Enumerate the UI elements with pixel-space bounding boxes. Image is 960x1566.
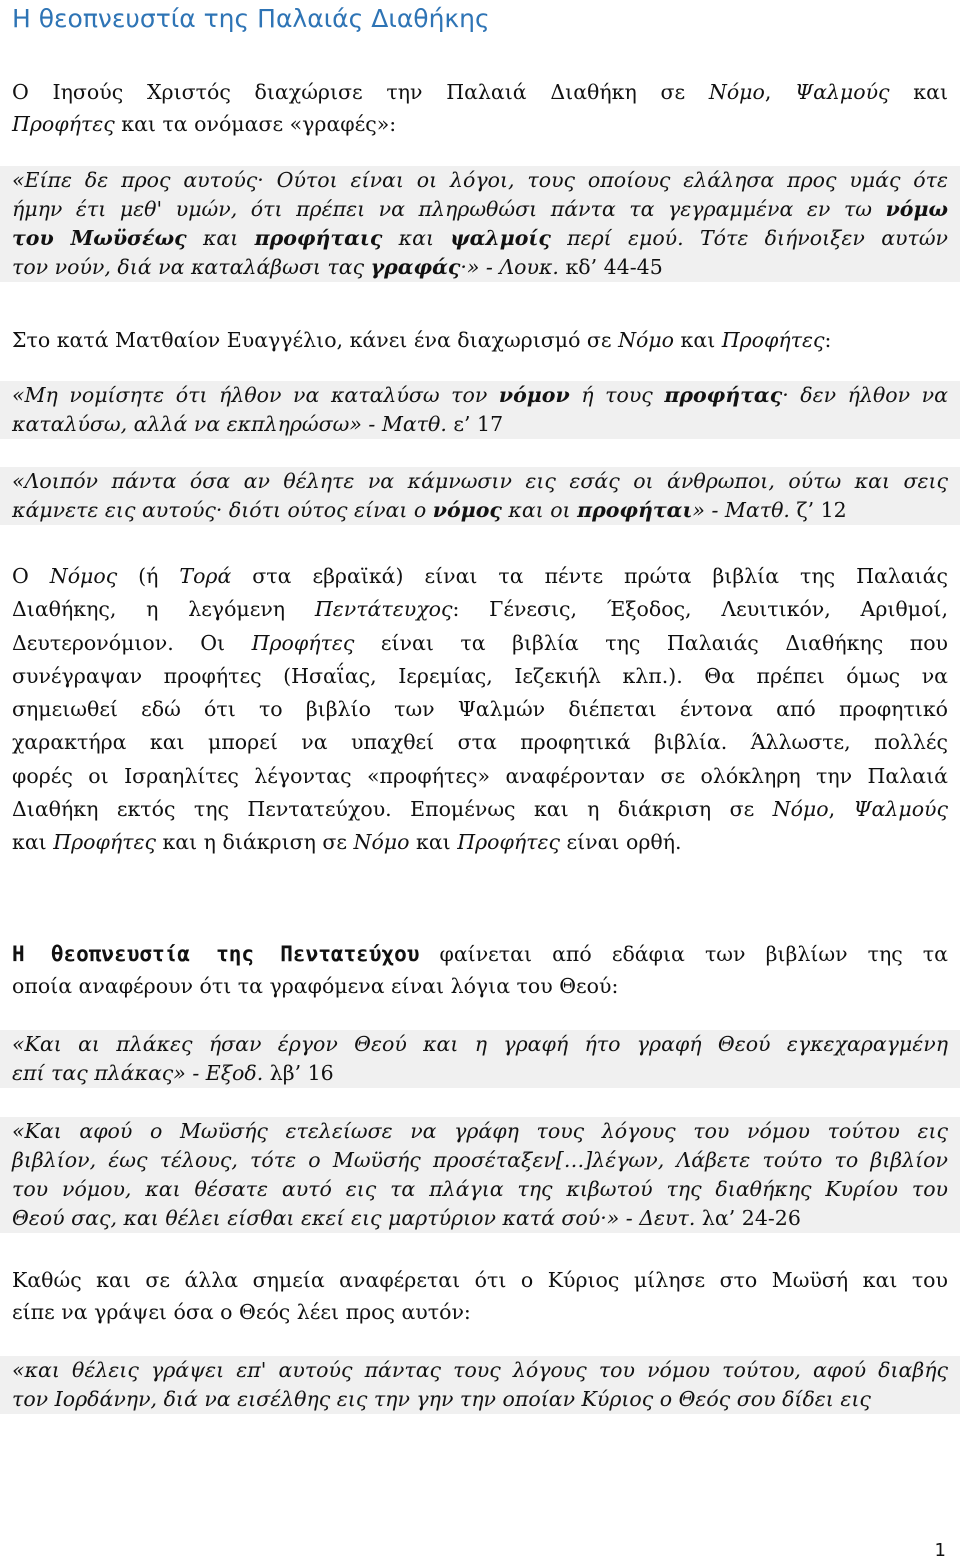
text-line: Στο κατά Ματθαίον Ευαγγέλιο, κάνει ένα διαχωρισμό σε Νόμο και Προφήτες: bbox=[12, 328, 832, 352]
text-line: φορές οι Ισραηλίτες λέγοντας «προφήτες» αναφέρονταν σε ολόκληρη την Παλαιά bbox=[12, 763, 948, 788]
text-line: του Μωϋσέως και προφήταις και ψαλμοίς περί εμού. Τότε διήνοιξεν αυτών bbox=[12, 226, 949, 250]
text-line: είπε να γράψει όσα ο Θεός λέει προς αυτόν: bbox=[12, 1300, 471, 1324]
text-line: «και θέλεις γράψει επ' αυτούς πάντας τους λόγους του νόμου τούτου, αφού διαβής bbox=[12, 1358, 948, 1382]
text-line: «Είπε δε προς αυτούς· Ούτοι είναι οι λόγοι, τους οποίους ελάλησα προς υμάς ότε bbox=[12, 168, 948, 192]
text-line: καταλύσω, αλλά να εκπληρώσω» - Ματθ. ε’ 17 bbox=[12, 412, 504, 436]
text-line: Διαθήκης, η λεγόμενη Πεντάτευχος: Γένεσις, Έξοδος, Λευιτικόν, Αριθμοί, bbox=[12, 597, 948, 622]
moses-writing-paragraph bbox=[12, 1264, 948, 1328]
text-line: «Λοιπόν πάντα όσα αν θέλητε να κάμνωσιν εις εσάς οι άνθρωποι, ούτω και σεις bbox=[12, 469, 948, 493]
pentateuch-paragraph bbox=[12, 938, 948, 1002]
scripture-quote-deuteronomy-31 bbox=[0, 1117, 960, 1233]
page-number: 1 bbox=[934, 1540, 946, 1561]
text-line: κάμνετε εις αυτούς· διότι ούτος είναι ο νόμος και οι προφήται» - Ματθ. ζ’ 12 bbox=[12, 498, 847, 522]
text-line: Διαθήκη εκτός της Πεντατεύχου. Επομένως και η διάκριση σε Νόμο, Ψαλμούς bbox=[12, 797, 948, 822]
text-line: ήμην έτι μεθ' υμών, ότι πρέπει να πληρωθώσι πάντα τα γεγραμμένα εν τω νόμω bbox=[12, 197, 948, 221]
text-line: τον νούν, διά να καταλάβωσι τας γραφάς·» - Λουκ. κδ’ 44-45 bbox=[12, 255, 663, 279]
matthew-intro-paragraph bbox=[12, 324, 948, 356]
scripture-quote-matthew-7 bbox=[0, 467, 960, 525]
scripture-quote-matthew-5 bbox=[0, 381, 960, 439]
text-line: Προφήτες και τα ονόμασε «γραφές»: bbox=[12, 112, 397, 136]
text-line: επί τας πλάκας» - Εξοδ. λβ’ 16 bbox=[12, 1061, 334, 1085]
law-prophets-paragraph bbox=[12, 560, 948, 860]
text-line: Καθώς και σε άλλα σημεία αναφέρεται ότι ο Κύριος μίλησε στο Μωϋσή και του bbox=[12, 1268, 948, 1292]
text-line: Θεού σας, και θέλει είσθαι εκεί εις μαρτύριον κατά σού·» - Δευτ. λα’ 24-26 bbox=[12, 1206, 801, 1230]
intro-paragraph bbox=[12, 76, 948, 140]
text-line: «Και αι πλάκες ήσαν έργον Θεού και η γραφή ήτο γραφή Θεού εγκεχαραγμένη bbox=[12, 1032, 948, 1056]
text-line: του νόμου, και θέσατε αυτό εις τα πλάγια της κιβωτού της διαθήκης Κυρίου του bbox=[12, 1177, 948, 1201]
scripture-quote-deuteronomy-27 bbox=[0, 1356, 960, 1414]
text-line: χαρακτήρα και μπορεί να υπαχθεί στα προφητικά βιβλία. Άλλωστε, πολλές bbox=[12, 730, 948, 755]
text-line: οποία αναφέρουν ότι τα γραφόμενα είναι λόγια του Θεού: bbox=[12, 974, 619, 998]
text-line: Η θεοπνευστία της Πεντατεύχου φαίνεται από εδάφια των βιβλίων της τα bbox=[12, 942, 948, 966]
text-line: «Και αφού ο Μωϋσής ετελείωσε να γράφη τους λόγους του νόμου τούτου εις bbox=[12, 1119, 948, 1143]
text-line: βιβλίον, έως τέλους, τότε ο Μωϋσής προσέταξεν[…]λέγων, Λάβετε τούτο το βιβλίον bbox=[12, 1148, 948, 1172]
text-line: Δευτερονόμιον. Οι Προφήτες είναι τα βιβλία της Παλαιάς Διαθήκης που bbox=[12, 630, 948, 655]
scripture-quote-luke bbox=[0, 166, 960, 282]
text-line: «Μη νομίσητε ότι ήλθον να καταλύσω τον νόμον ή τους προφήτας· δεν ήλθον να bbox=[12, 383, 948, 407]
text-line: σημειωθεί εδώ ότι το βιβλίο των Ψαλμών διέπεται έντονα από προφητικό bbox=[12, 697, 948, 722]
page-title: Η θεοπνευστία της Παλαιάς Διαθήκης bbox=[12, 4, 490, 33]
scripture-quote-exodus bbox=[0, 1030, 960, 1088]
text-line: Ο Νόμος (ή Τορά στα εβραϊκά) είναι τα πέντε πρώτα βιβλία της Παλαιάς bbox=[12, 564, 949, 588]
text-line: και Προφήτες και η διάκριση σε Νόμο και Προφήτες είναι ορθή. bbox=[12, 830, 682, 855]
text-line: συνέγραψαν προφήτες (Ησαΐας, Ιερεμίας, Ιεζεκιήλ κλπ.). Θα πρέπει όμως να bbox=[12, 663, 948, 688]
text-line: Ο Ιησούς Χριστός διαχώρισε την Παλαιά Διαθήκη σε Νόμο, Ψαλμούς και bbox=[12, 80, 948, 104]
text-line: τον Ιορδάνην, διά να εισέλθης εις την γην την οποίαν Κύριος ο Θεός σου δίδει εις bbox=[12, 1387, 871, 1411]
